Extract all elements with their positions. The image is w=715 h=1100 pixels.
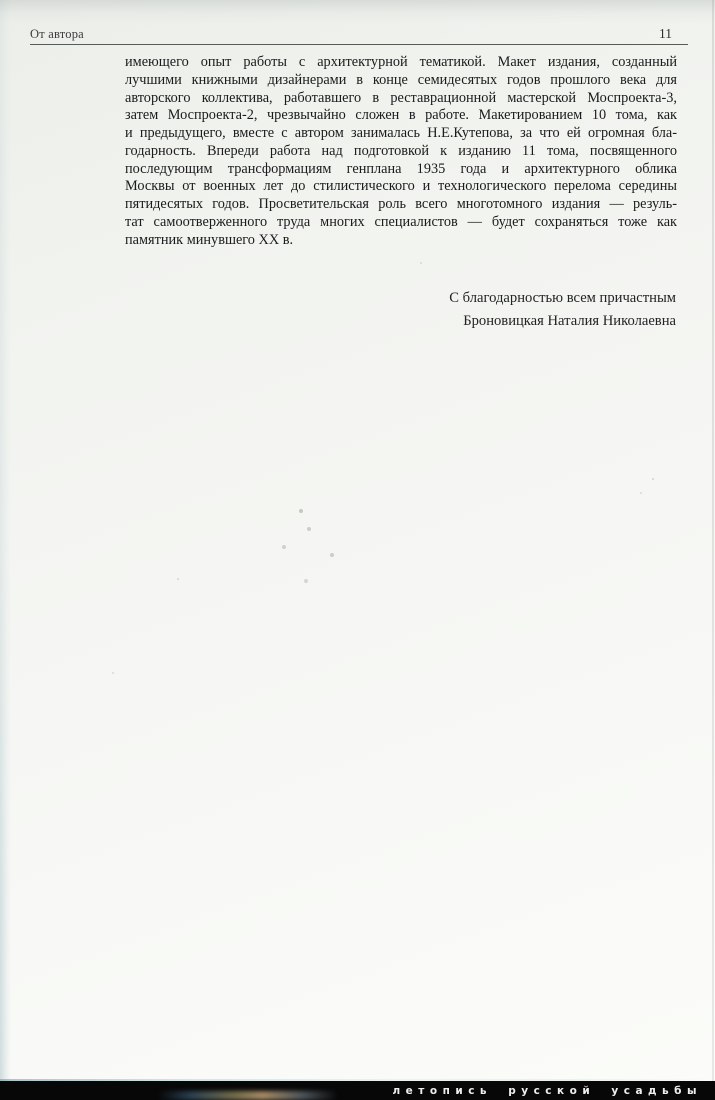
body-text-line: затем Моспроекта-2, чрезвычайно сложен в работе. Макетированием 10 тома, как: [125, 107, 677, 124]
running-head: [30, 26, 688, 45]
signature-author-name: Броновицкая Наталия Николаевна: [463, 313, 676, 329]
scan-rainbow-artifact: [158, 1091, 338, 1100]
signature-block: [449, 287, 676, 333]
page-number: 11: [659, 26, 672, 41]
body-text-line: Москвы от военных лет до стилистического и технологического перелома середины: [125, 178, 677, 195]
body-text-line: памятник минувшего XX в.: [125, 231, 294, 248]
body-text-line: последующим трансформациям генплана 1935 года и архитектурного облика: [125, 160, 677, 177]
scan-right-edge-line: [712, 0, 714, 1100]
series-title: летопись русской усадьбы: [392, 1084, 702, 1097]
scan-left-edge-tint: [0, 0, 11, 1100]
scan-top-shadow: [0, 0, 715, 24]
signature-dedication: С благодарностью всем причастным: [449, 290, 676, 306]
body-text-line: пятидесятых годов. Просветительская роль всего многотомного издания — резуль-: [125, 196, 677, 212]
body-paragraph: [125, 54, 677, 249]
section-title: От автора: [30, 27, 84, 41]
scan-dust-specks: [0, 0, 2, 2]
footer-band: [0, 1081, 715, 1100]
body-text-line: авторского коллектива, работавшего в реставрационной мастерской Моспроекта-3,: [125, 89, 677, 106]
body-text-line: лучшими книжными дизайнерами в конце семидесятых годов прошлого века для: [125, 71, 677, 88]
body-text-line: имеющего опыт работы с архитектурной тематикой. Макет издания, созданный: [125, 54, 677, 70]
body-text-line: и предыдущего, вместе с автором занималась Н.Е.Кутепова, за что ей огромная бла-: [125, 125, 677, 141]
body-text-line: годарность. Впереди работа над подготовкой к изданию 11 тома, посвященного: [125, 142, 677, 159]
body-text-line: тат самоотверженного труда многих специалистов — будет сохраняться тоже как: [125, 213, 677, 230]
